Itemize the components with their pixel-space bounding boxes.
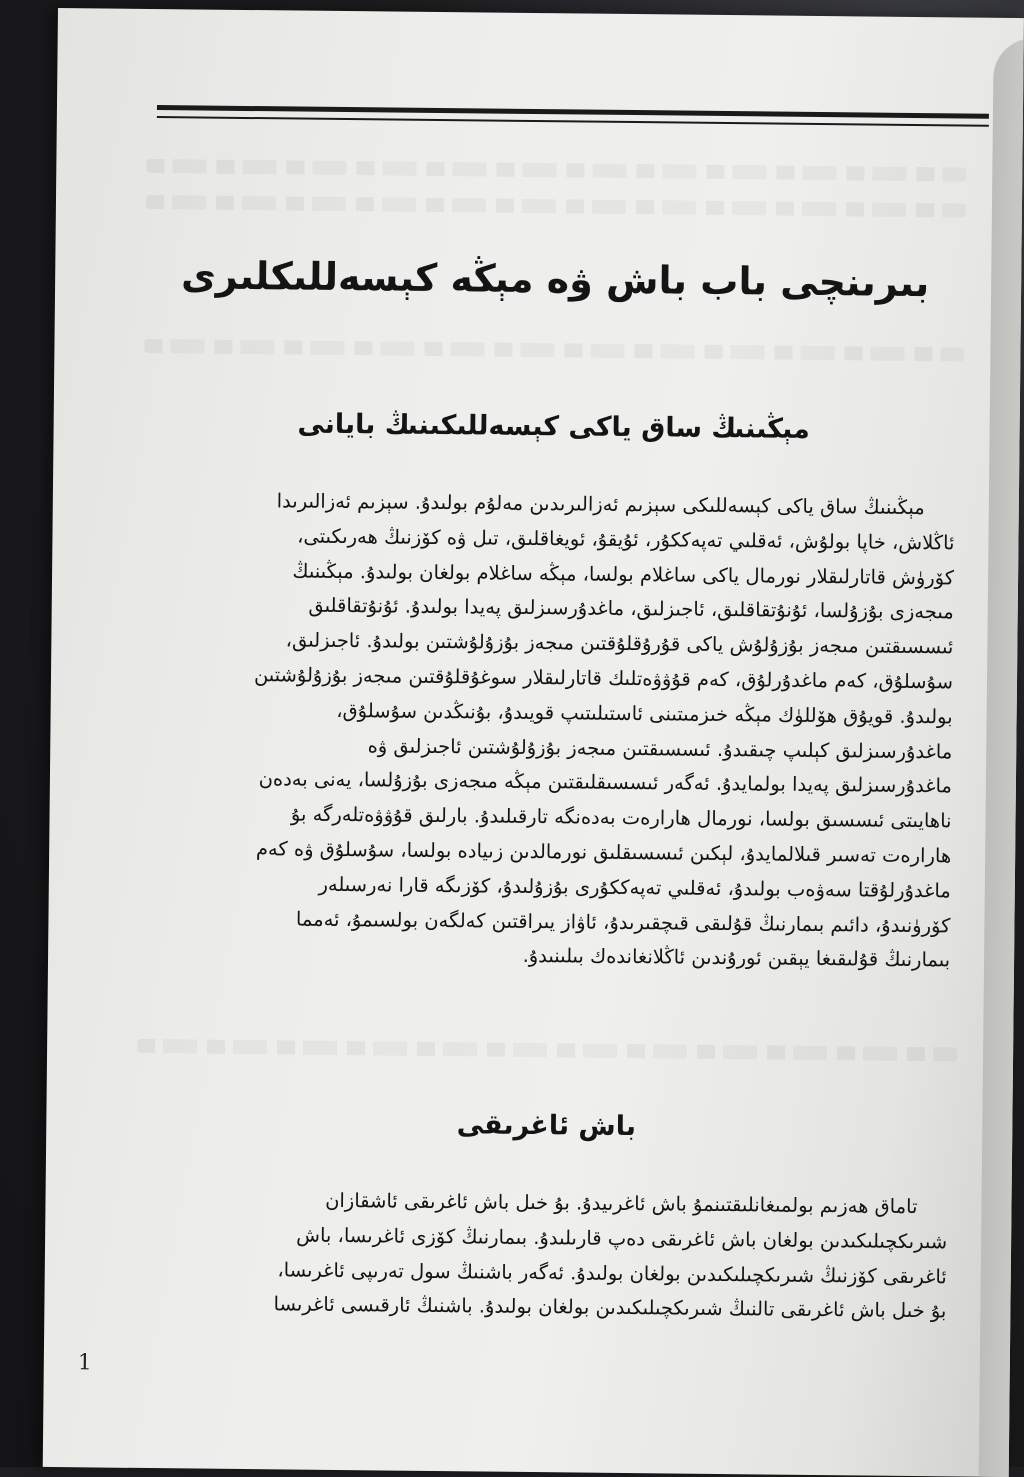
body-paragraph — [88, 482, 955, 978]
text-line: ئاغرىقى كۆزنىڭ شىرىكچىلىكىدىن بولغان بولىدۇ. ئەگەر باشنىڭ سول تەرىپى ئاغرىسا، — [277, 1257, 947, 1288]
text-line: مىجەزى بۇزۇلسا، ئۇنۇتقاقلىق، ئاجىزلىق، ماغدۇرسىزلىق پەيدا بولىدۇ. ئۇنۇتقاقلىق — [308, 594, 954, 624]
header-rule-thin — [157, 116, 989, 127]
bleed-through-text — [144, 339, 964, 362]
page-number: 1 — [77, 1350, 92, 1376]
text-line: ماغدۇرلۇقتا سەۋەب بولىدۇ، ئەقلىي تەپەككۇرى بۇزۇلىدۇ، كۆزىگە قارا نەرسىلەر — [318, 872, 951, 903]
bleed-through-text — [137, 1039, 957, 1062]
subsection-title: باش ئاغرىقى — [456, 1109, 637, 1143]
text-line: ماغدۇرسىزلىق پەيدا بولمايدۇ. ئەگەر ئىسسىقلىقتىن مېڭە مىجەزى بۇزۇلسا، يەنى بەدەن — [258, 767, 953, 798]
bleed-through-text — [146, 159, 966, 182]
text-line: ئاڭلاش، خاپا بولۇش، ئەقلىي تەپەككۇر، ئۇيقۇ، ئويغاقلىق، تىل ۋە كۆزنىڭ ھەرىكىتى، — [297, 524, 955, 555]
text-line: كۆرۈنىدۇ، دائىم بىمارنىڭ قۇلىقى قىچقىرىدۇ، ئاۋاز يىراقتىن كەلگەن بولسىمۇ، ئەمما — [295, 907, 951, 937]
body-paragraph — [84, 1181, 947, 1329]
bleed-through-text — [146, 195, 966, 218]
text-line: مېڭىنىڭ ساق ياكى كېسەللىكى سېزىم ئەزالىرىدىن مەلۇم بولىدۇ. سېزىم ئەزالىرىدا — [276, 489, 925, 520]
section-title: مېڭىنىڭ ساق ياكى كېسەللىكىنىڭ بايانى — [297, 408, 811, 445]
text-line: بۇ خىل باش ئاغرىقى تالنىڭ شىرىكچىلىكىدىن بولغان بولىدۇ. باشنىڭ ئارقىسى ئاغرىسا — [273, 1292, 947, 1323]
text-line: شىرىكچىلىكىدىن بولغان باش ئاغرىقى دەپ قارىلىدۇ. بىمارنىڭ كۆزى ئاغرىسا، باش — [296, 1223, 948, 1254]
text-line: ماغدۇرسىزلىق كېلىپ چىقىدۇ. ئىسسىقتىن مىجەز بۇزۇلۇشتىن ئاجىزلىق ۋە — [367, 733, 953, 763]
chapter-title: بىرىنچى باب باش ۋە مېڭە كېسەللىكلىرى — [180, 253, 930, 306]
text-line: ناھايىتى ئىسسىق بولسا، نورمال ھارارەت بەدەنگە تارقىلىدۇ. بارلىق قۇۋۋەتلەرگە بۇ — [290, 802, 952, 833]
text-line: تاماق ھەزىم بولمىغانلىقتىنمۇ باش ئاغرىيدۇ. بۇ خىل باش ئاغرىقى ئاشقازان — [325, 1188, 918, 1219]
text-line: بىمارنىڭ قۇلىقىغا يېقىن ئورۇندىن ئاڭلانغاندەك بىلىنىدۇ. — [522, 944, 951, 972]
text-line: كۆرۈش قاتارلىقلار نورمال ياكى ساغلام بولسا، مېڭە ساغلام بولغان بولىدۇ. مېڭىنىڭ — [292, 559, 955, 590]
text-line: بولىدۇ. قويۇق ھۆللۈك مېڭە خىزمىتىنى ئاستىلىتىپ قويىدۇ، بۇنىڭدىن سۇسلۇق، — [336, 698, 953, 729]
text-line: ئىسسىقتىن مىجەز بۇزۇلۇش ياكى قۇرۇقلۇقتىن مىجەز بۇزۇلۇشتىن بولىدۇ. ئاجىزلىق، — [285, 628, 954, 659]
book-page — [43, 8, 1024, 1477]
text-line: سۇسلۇق، كەم ماغدۇرلۇق، كەم قۇۋۋەتلىك قاتارلىقلار سوغۇقلۇقتىن مىجەز بۇزۇلۇشتىن — [253, 663, 954, 694]
text-line: ھارارەت تەسىر قىلالمايدۇ، لېكىن ئىسسىقلىق نورمالدىن زىيادە بولسا، سۇسلۇق ۋە كەم — [255, 837, 952, 868]
